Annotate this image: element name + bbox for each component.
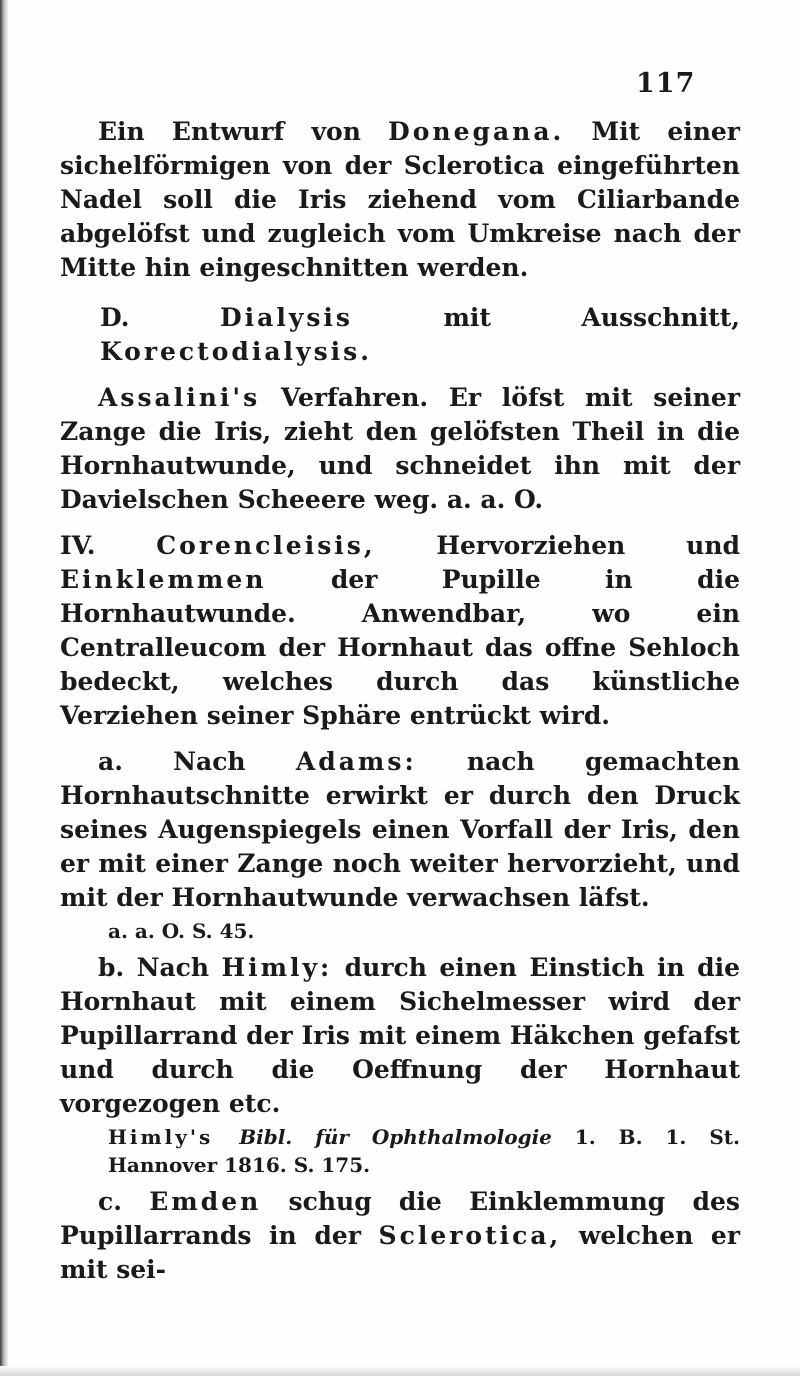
item-b-himly	[60, 951, 740, 1121]
page-binding-edge	[0, 0, 8, 1376]
section-label: IV.	[60, 531, 157, 560]
paragraph-assalini	[60, 381, 740, 517]
section-term: Corencleisis,	[156, 531, 376, 560]
text-run: Ein Entwurf von	[98, 117, 389, 146]
text-run: Hervorziehen und	[375, 531, 740, 560]
section-term: Korectodialysis.	[100, 337, 372, 366]
page-body	[60, 115, 740, 1287]
section-heading-iv	[60, 529, 740, 733]
spacer	[60, 733, 740, 745]
author-name: Himly:	[221, 953, 333, 982]
item-label: c.	[98, 1187, 150, 1216]
text-run: mit Ausschnitt,	[353, 303, 740, 332]
author-name: Adams:	[295, 747, 417, 776]
section-term: Sclerotica,	[378, 1221, 562, 1250]
author-name: Assalini's	[98, 383, 261, 412]
ref-title: Bibl. für Ophthalmologie	[239, 1125, 552, 1149]
section-term: Dialysis	[219, 303, 353, 332]
item-label: b. Nach	[98, 953, 222, 982]
text-run: durch einen Einstich in die Hornhaut mit einem Sichelmesser wird der Pupillarrand der Iris mit einem Häkchen gefafst und durch die Oeffnung der Hornhaut vorgezogen etc.	[60, 953, 740, 1118]
ref-author: Himly's	[108, 1125, 240, 1149]
text-run: welchen er mit sei-	[60, 1221, 740, 1284]
item-label: a. Nach	[98, 747, 296, 776]
text-run: der Pupille in die Hornhautwunde. Anwendbar, wo ein Centralleucom der Hornhaut das offne Sehloch bedeckt, welches durch das künstliche Verziehen seiner Sphäre entrückt wird.	[60, 565, 740, 730]
spacer	[60, 517, 740, 529]
page-number: 117	[636, 68, 696, 99]
section-label: D.	[100, 303, 220, 332]
section-heading-d	[60, 301, 740, 369]
reference-adams: a. a. O. S. 45.	[108, 919, 255, 943]
reference-himly	[60, 1123, 740, 1179]
page-bottom-edge	[0, 1366, 800, 1376]
text-run: nach gemachten Hornhautschnitte erwirkt er durch den Druck seines Augenspiegels einen Vorfall der Iris, den er mit einer Zange noch weiter hervorzieht, und mit der Hornhautwunde verwachsen läfst.	[60, 747, 741, 912]
paragraph-donegana	[60, 115, 740, 285]
item-a-adams	[60, 745, 740, 915]
section-term: Einklemmen	[60, 565, 267, 594]
text-run: Mit einer sichelförmigen von der Sclerotica eingeführten Nadel soll die Iris ziehend vom Ciliarbande abgelöfst und zugleich vom Umkreise nach der Mitte hin eingeschnitten werden.	[60, 117, 740, 282]
author-name: Donegana.	[388, 117, 565, 146]
item-c-emden	[60, 1185, 740, 1287]
author-name: Emden	[149, 1187, 262, 1216]
ref-details: 1. B. 1. St. Hannover 1816. S. 175.	[108, 1125, 740, 1177]
text-run: Verfahren. Er löfst mit seiner Zange die Iris, zieht den gelöfsten Theil in die Hornhautwunde, und schneidet ihn mit der Davielschen Scheeere weg. a. a. O.	[60, 383, 740, 514]
text-run: schug die Einklemmung des Pupillarrands in der	[60, 1187, 740, 1250]
